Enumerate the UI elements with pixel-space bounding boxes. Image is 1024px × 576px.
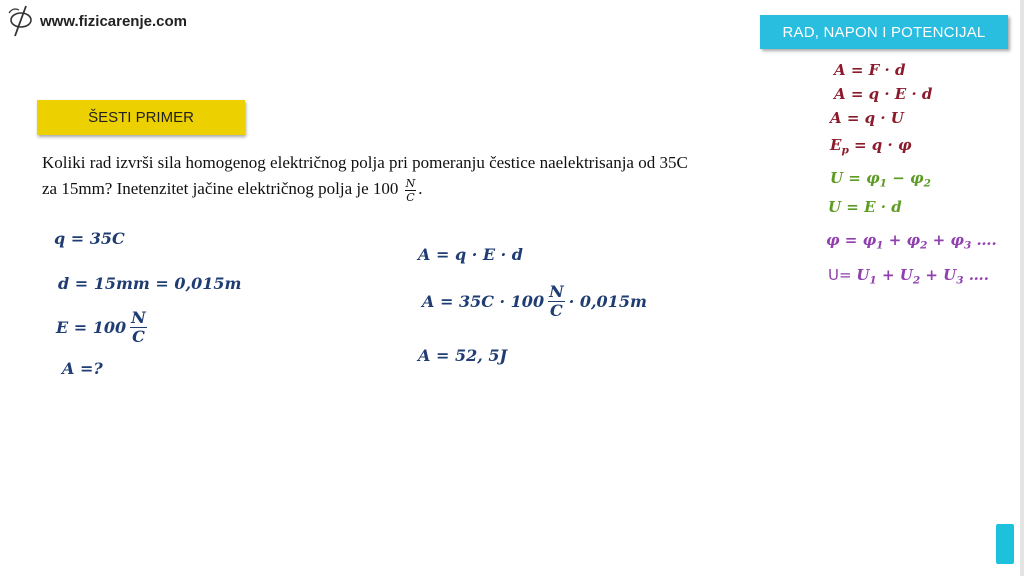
- problem-line-2: [42, 176, 782, 203]
- f8-prefix: U=: [828, 266, 857, 284]
- problem-line-2-text: za 15mm? Inetenzitet jačine električnog polja je 100: [42, 179, 399, 198]
- unknown-a: A =?: [62, 359, 103, 378]
- phi-logo-icon: [6, 4, 36, 38]
- solution-substitution: [422, 284, 647, 319]
- f5-s1: 1: [879, 177, 887, 190]
- f5-a: U = φ: [830, 169, 880, 187]
- f7-b: + φ: [883, 231, 921, 249]
- given-e: [56, 310, 149, 345]
- f7-s2: 2: [920, 239, 928, 252]
- page-edge-divider: [1020, 0, 1024, 576]
- logo-text: www.fizicarenje.com: [40, 12, 187, 30]
- problem-unit-fraction: [405, 178, 417, 203]
- solution-result: A = 52, 5J: [418, 346, 508, 365]
- f4-sub: p: [841, 144, 849, 157]
- subst-prefix: A = 35C · 100: [422, 292, 545, 311]
- f5-b: − φ: [886, 169, 924, 187]
- f8-d: ….: [963, 266, 989, 284]
- f8-s2: 2: [912, 274, 921, 287]
- f8-b: + U: [876, 266, 913, 284]
- f7-d: ….: [971, 231, 997, 249]
- given-e-fraction: [130, 310, 147, 345]
- subst-suffix: · 0,015m: [568, 292, 647, 311]
- f8-c: + U: [920, 266, 957, 284]
- site-logo[interactable]: [6, 4, 187, 38]
- f4-main: E: [830, 136, 842, 154]
- formula-voltage-field: U = E · d: [828, 198, 902, 216]
- given-e-prefix: E = 100: [56, 318, 127, 337]
- formula-voltage-sum: [828, 266, 989, 287]
- formula-voltage-potential: [830, 169, 931, 190]
- f8-s3: 3: [956, 274, 964, 287]
- subst-den: C: [550, 301, 563, 320]
- problem-frac-den: C: [406, 190, 415, 204]
- f7-c: + φ: [927, 231, 964, 249]
- given-e-den: C: [132, 327, 145, 346]
- subst-num: N: [549, 282, 564, 301]
- given-d: d = 15mm = 0,015m: [58, 274, 242, 293]
- f7-s3: 3: [963, 239, 972, 252]
- topic-badge: RAD, NAPON I POTENCIJAL: [760, 15, 1008, 49]
- formula-work-field: A = q · E · d: [834, 85, 933, 103]
- subst-fraction: [548, 284, 565, 319]
- problem-line-1: Koliki rad izvrši sila homogenog električnog polja pri pomeranju čestice naelektrisanja od 35C: [42, 153, 688, 172]
- problem-frac-num: N: [405, 176, 416, 190]
- f8-a: U: [856, 266, 870, 284]
- f8-s1: 1: [869, 274, 877, 287]
- f5-s2: 2: [923, 177, 931, 190]
- f7-s1: 1: [876, 239, 884, 252]
- formula-potential-energy: [830, 136, 912, 157]
- formula-work-voltage: A = q · U: [830, 109, 904, 127]
- given-e-num: N: [131, 308, 146, 327]
- formula-work-force: A = F · d: [834, 61, 906, 79]
- example-title-badge: ŠESTI PRIMER: [37, 100, 245, 135]
- problem-statement: [42, 150, 782, 203]
- solution-formula: A = q · E · d: [418, 245, 523, 264]
- given-q: q = 35C: [54, 229, 125, 248]
- scrollbar-handle[interactable]: [996, 524, 1014, 564]
- formula-potential-sum: [826, 231, 997, 252]
- f7-a: φ = φ: [826, 231, 877, 249]
- problem-end: .: [418, 179, 423, 198]
- f4-rest: = q · φ: [848, 136, 912, 154]
